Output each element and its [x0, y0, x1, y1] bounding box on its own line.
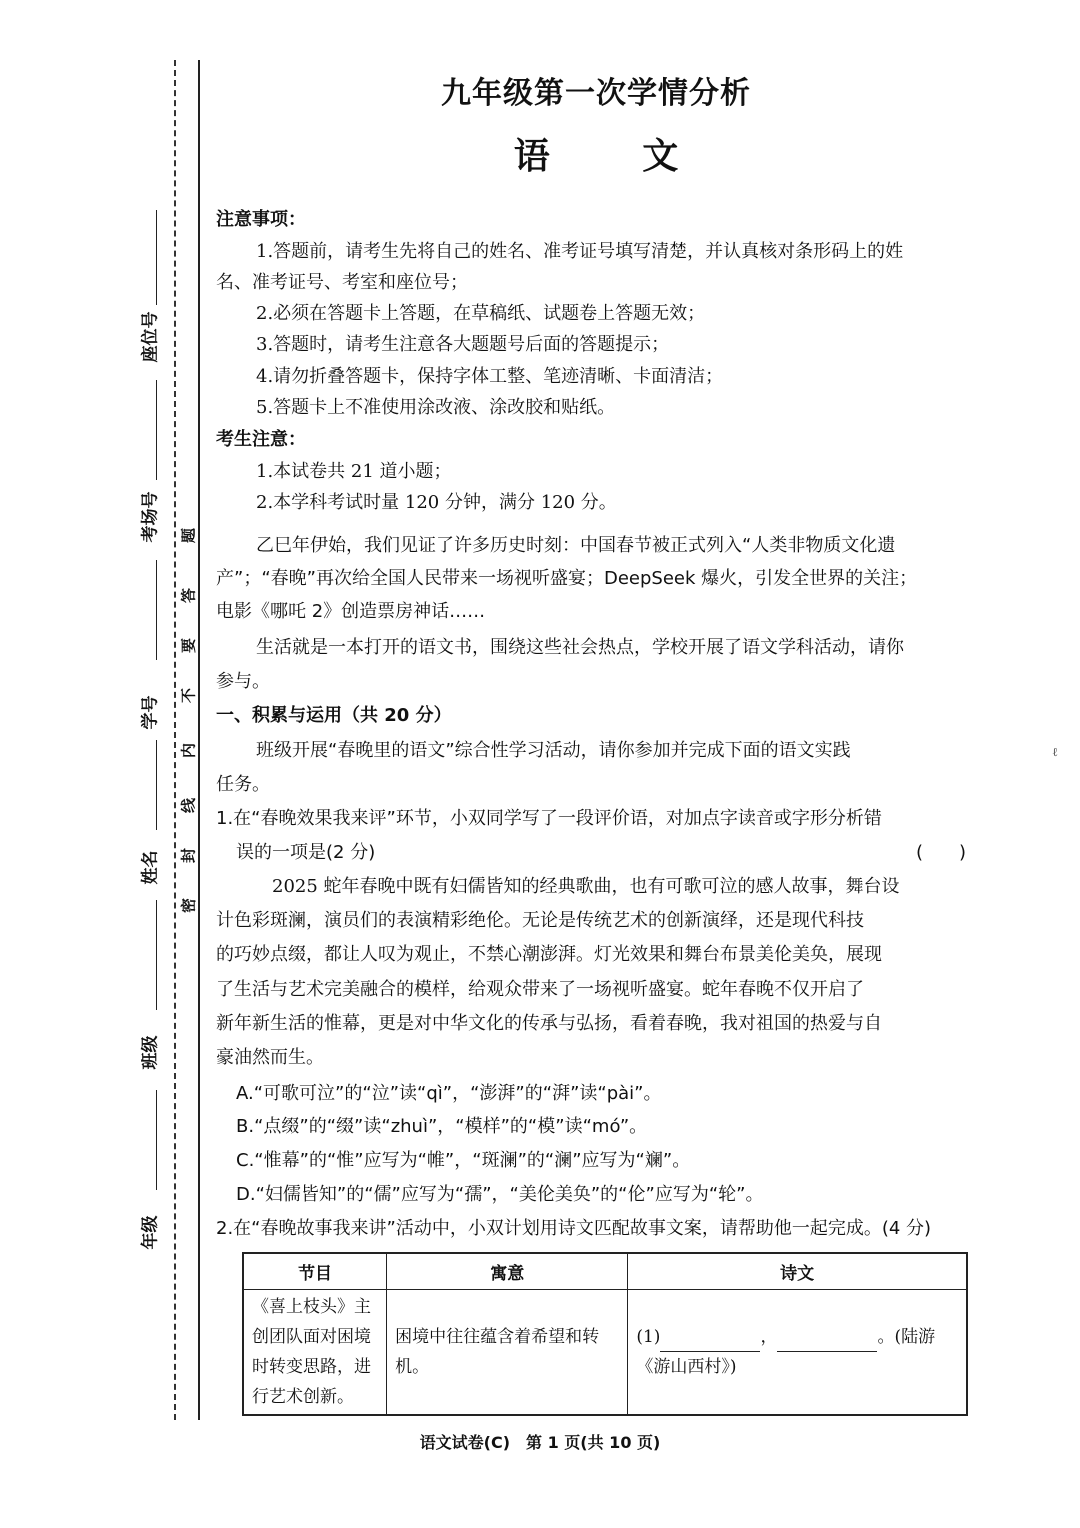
q1-passage-line: 新年新生活的惟幕，更是对中华文化的传承与弘扬，看着春晚，我对祖国的热爱与自: [216, 1013, 882, 1034]
student-number-label: 学号: [140, 695, 161, 730]
scan-mark: ℓ: [1052, 745, 1058, 759]
notice-item: 3.答题时，请考生注意各大题题号后面的答题提示；: [256, 334, 670, 355]
candidate-heading: 考生注意：: [216, 429, 306, 450]
q2-stem: 2.在“春晚故事我来讲”活动中，小双计划用诗文匹配故事文案，请帮助他一起完成。(4 分): [216, 1218, 932, 1239]
grade-line: [156, 1090, 157, 1190]
intro-line: 参与。: [216, 671, 270, 692]
poem-cell: [628, 1289, 967, 1415]
poem-prefix: (1): [636, 1326, 661, 1347]
seal-char: 密: [179, 898, 198, 914]
seat-number-label: 座位号: [140, 311, 161, 363]
seat-number-tick: [156, 380, 157, 390]
q1-passage-line: 2025 蛇年春晚中既有妇儒皆知的经典歌曲，也有可歌可泣的感人故事，舞台设: [272, 876, 900, 897]
table-header: 节目: [243, 1253, 387, 1289]
q1-passage-line: 的巧妙点缀，都让人叹为观止，不禁心潮澎湃。灯光效果和舞台布景美伦美奂，展现: [216, 944, 882, 965]
seal-char: 封: [179, 848, 198, 864]
notice-heading: 注意事项：: [216, 209, 306, 230]
poem-source: 《游山西村》): [636, 1356, 737, 1377]
exam-room-line: [156, 390, 157, 480]
q1-passage-line: 豪油然而生。: [216, 1047, 324, 1068]
page-footer: 语文试卷(C) 第 1 页(共 10 页): [419, 1433, 661, 1452]
intro-line: 电影《哪吒 2》创造票房神话……: [216, 601, 486, 622]
notice-item: 1.答题前，请考生先将自己的姓名、准考证号填写清楚，并认真核对条形码上的姓: [256, 241, 904, 262]
binding-strip: [0, 0, 205, 1528]
table-row: [243, 1289, 967, 1415]
q1-option-a: A.“可歌可泣”的“泣”读“qì”，“澎湃”的“湃”读“pài”。: [236, 1083, 662, 1104]
table-header: 寓意: [387, 1253, 628, 1289]
notice-item: 5.答题卡上不准使用涂改液、涂改胶和贴纸。: [256, 397, 616, 418]
q2-table: [242, 1252, 968, 1416]
q1-option-d: D.“妇儒皆知”的“儒”应写为“孺”，“美伦美奂”的“伦”应写为“轮”。: [236, 1184, 764, 1205]
name-line: [156, 740, 157, 830]
seal-char: 内: [179, 743, 198, 759]
intro-line: 生活就是一本打开的语文书，围绕这些社会热点，学校开展了语文学科活动，请你: [256, 637, 904, 658]
seal-char: 不: [179, 688, 198, 704]
candidate-item: 2.本学科考试时量 120 分钟，满分 120 分。: [256, 492, 617, 513]
candidate-item: 1.本试卷共 21 道小题；: [256, 461, 452, 482]
subject-title: 语 文: [513, 136, 719, 177]
q1-passage-line: 了生活与艺术完美融合的模样，给观众带来了一场视听盛宴。蛇年春晚不仅开启了: [216, 979, 864, 1000]
intro-line: 乙巳年伊始，我们见证了许多历史时刻：中国春节被正式列入“人类非物质文化遗: [256, 535, 896, 556]
q1-option-b: B.“点缀”的“缀”读“zhuì”，“模样”的“模”读“mó”。: [236, 1116, 648, 1137]
poem-suffix: 。(陆游: [877, 1326, 936, 1347]
seal-char: 题: [179, 528, 198, 544]
seat-number-line: [156, 210, 157, 305]
grade-label: 年级: [140, 1215, 161, 1250]
meaning-cell: 困境中往往蕴含着希望和转机。: [387, 1289, 628, 1415]
notice-item: 2.必须在答题卡上答题，在草稿纸、试题卷上答题无效；: [256, 303, 706, 324]
student-number-line: [156, 560, 157, 660]
q1-option-c: C.“惟幕”的“惟”应写为“帷”，“斑澜”的“澜”应写为“斓”。: [236, 1150, 691, 1171]
table-header: 诗文: [628, 1253, 967, 1289]
section1-intro: 任务。: [216, 774, 270, 795]
intro-line: 产”；“春晚”再次给全国人民带来一场视听盛宴；DeepSeek 爆火，引发全世界的关注；: [216, 568, 918, 589]
q1-stem: [216, 836, 976, 870]
q1-stem-second: 误的一项是(2 分): [236, 842, 376, 863]
program-cell: 《喜上枝头》主创团队面对困境时转变思路，进行艺术创新。: [243, 1289, 387, 1415]
seal-char: 答: [179, 588, 198, 604]
notice-item: 名、准考证号、考室和座位号；: [216, 272, 468, 293]
section1-intro: 班级开展“春晚里的语文”综合性学习活动，请你参加并完成下面的语文实践: [256, 740, 851, 761]
notice-item: 4.请勿折叠答题卡，保持字体工整、笔迹清晰、卡面清洁；: [256, 366, 724, 387]
poem-blank-1[interactable]: [660, 1332, 760, 1352]
class-line: [156, 900, 157, 1010]
q1-passage-line: 计色彩斑澜，演员们的表演精彩绝伦。无论是传统艺术的创新演绎，还是现代科技: [216, 910, 864, 931]
poem-sep: ，: [760, 1326, 778, 1347]
section1-heading: 一、积累与运用（共 20 分）: [216, 705, 452, 726]
seal-char: 线: [179, 798, 198, 814]
exam-title: 九年级第一次学情分析: [441, 76, 751, 111]
q1-stem: 1.在“春晚效果我来评”环节，小双同学写了一段评价语，对加点字读音或字形分析错: [216, 808, 882, 829]
binding-dashed-line: [174, 60, 176, 1420]
seal-char: 要: [179, 638, 198, 654]
class-label: 班级: [140, 1035, 161, 1070]
poem-blank-2[interactable]: [777, 1332, 877, 1352]
name-label: 姓名: [140, 850, 161, 885]
exam-room-label: 考场号: [140, 491, 161, 543]
q1-answer-bracket: ( ): [915, 842, 966, 863]
table-header-row: [243, 1253, 967, 1289]
